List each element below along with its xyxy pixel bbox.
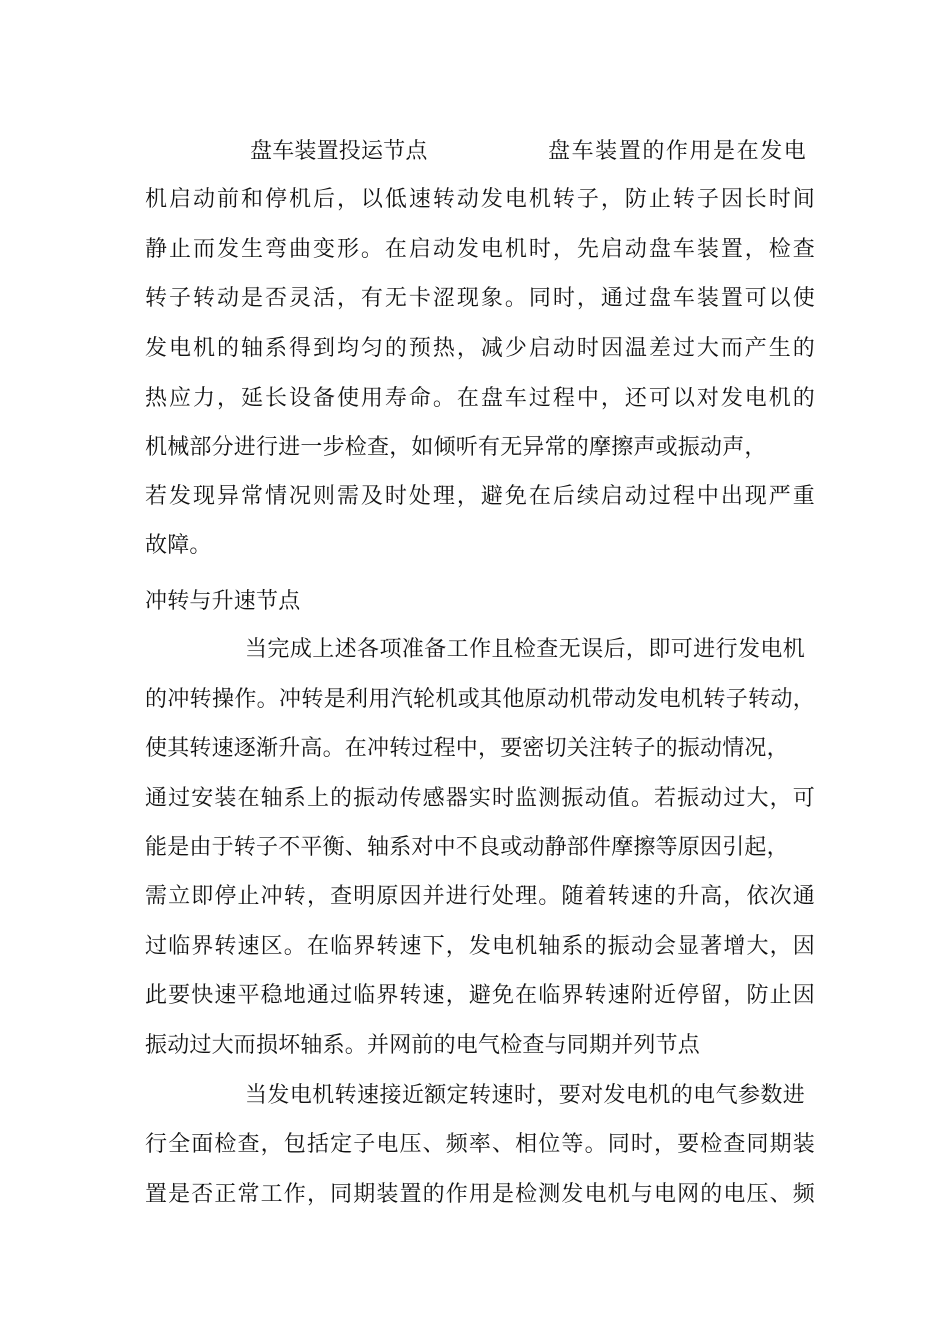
paragraph-line: 机启动前和停机后，以低速转动发电机转子，防止转子因长时间 bbox=[145, 187, 815, 212]
paragraph-line: 故障。 bbox=[145, 533, 212, 558]
paragraph-line: 盘车装置的作用是在发电 bbox=[548, 139, 806, 164]
paragraph-line: 发电机的轴系得到均匀的预热，减少启动时因温差过大而产生的 bbox=[145, 336, 815, 361]
paragraph-line: 机械部分进行进一步检查，如倾听有无异常的摩擦声或振动声， bbox=[145, 435, 767, 460]
paragraph-line: 当发电机转速接近额定转速时，要对发电机的电气参数进 bbox=[245, 1083, 805, 1108]
paragraph-line: 热应力，延长设备使用寿命。在盘车过程中，还可以对发电机的 bbox=[145, 386, 815, 411]
paragraph-line: 能是由于转子不平衡、轴系对中不良或动静部件摩擦等原因引起， bbox=[145, 835, 789, 860]
section-heading-rolling-and-speedup: 冲转与升速节点 bbox=[145, 589, 301, 614]
paragraph-line: 置是否正常工作，同期装置的作用是检测发电机与电网的电压、频 bbox=[145, 1182, 815, 1207]
paragraph-line: 当完成上述各项准备工作且检查无误后，即可进行发电机 bbox=[245, 637, 805, 662]
paragraph-line: 振动过大而损坏轴系。并网前的电气检查与同期并列节点 bbox=[145, 1033, 701, 1058]
paragraph-line: 需立即停止冲转，查明原因并进行处理。随着转速的升高，依次通 bbox=[145, 884, 815, 909]
paragraph-line: 转子转动是否灵活，有无卡涩现象。同时，通过盘车装置可以使 bbox=[145, 286, 815, 311]
paragraph-line: 行全面检查，包括定子电压、频率、相位等。同时，要检查同期装 bbox=[145, 1132, 815, 1157]
paragraph-line: 此要快速平稳地通过临界转速，避免在临界转速附近停留，防止因 bbox=[145, 983, 815, 1008]
section-heading-turning-gear: 盘车装置投运节点 bbox=[250, 139, 428, 164]
paragraph-line: 的冲转操作。冲转是利用汽轮机或其他原动机带动发电机转子转动， bbox=[145, 687, 815, 712]
paragraph-line: 使其转速逐渐升高。在冲转过程中，要密切关注转子的振动情况， bbox=[145, 736, 789, 761]
paragraph-line: 静止而发生弯曲变形。在启动发电机时，先启动盘车装置，检查 bbox=[145, 237, 815, 262]
paragraph-line: 通过安装在轴系上的振动传感器实时监测振动值。若振动过大，可 bbox=[145, 786, 815, 811]
paragraph-line: 若发现异常情况则需及时处理，避免在后续启动过程中出现严重 bbox=[145, 484, 815, 509]
paragraph-line: 过临界转速区。在临界转速下，发电机轴系的振动会显著增大，因 bbox=[145, 934, 815, 959]
